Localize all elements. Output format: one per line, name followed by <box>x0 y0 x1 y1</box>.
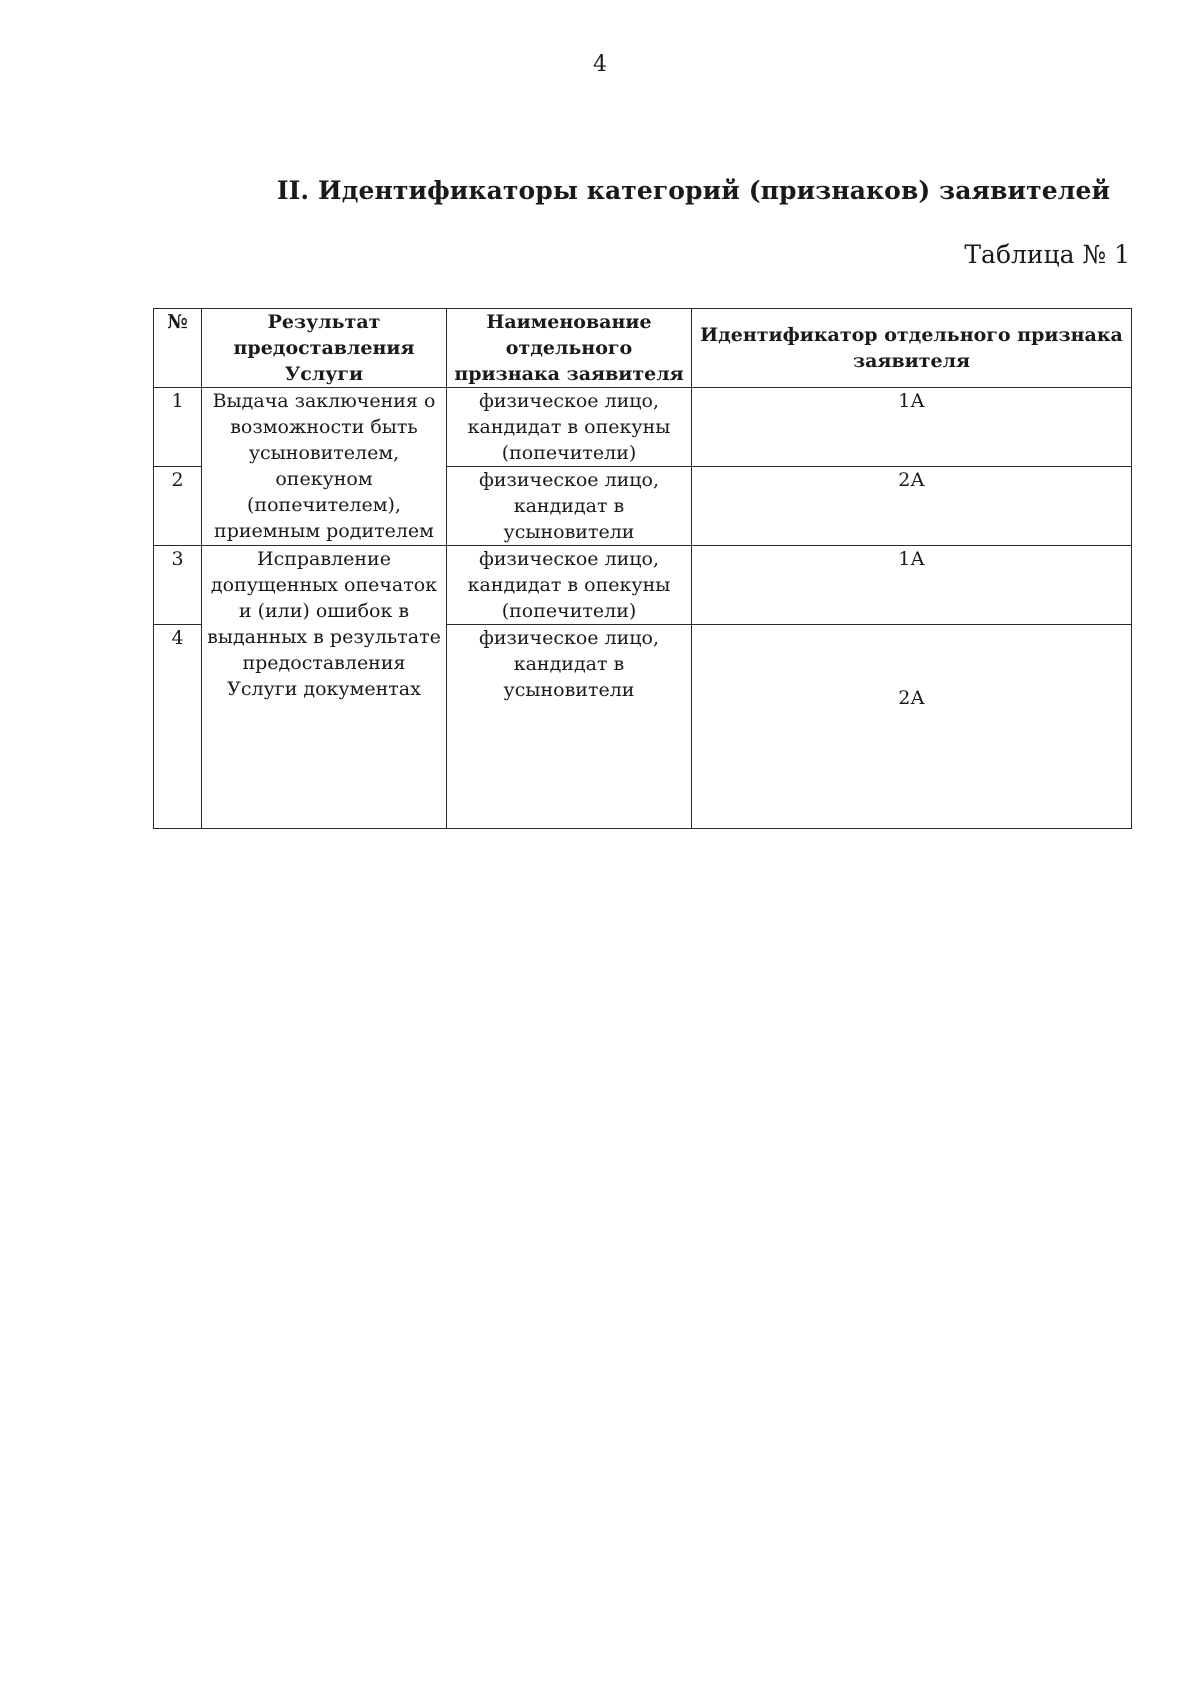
table-row <box>154 388 1132 467</box>
table-header-row <box>154 309 1132 388</box>
row-number: 2 <box>154 467 202 546</box>
service-result: Исправление допущенных опечаток и (или) ошибок в выданных в результате предоставления Услуги документах <box>202 546 447 829</box>
section-title: II. Идентификаторы категорий (признаков) заявителей <box>276 176 1111 205</box>
row-number: 1 <box>154 388 202 467</box>
attribute-name: физическое лицо, кандидат в опекуны (попечители) <box>447 546 692 625</box>
row-number: 4 <box>154 625 202 829</box>
applicant-identifiers-table <box>153 308 1132 829</box>
service-result: Выдача заключения о возможности быть усыновителем, опекуном (попечителем), приемным родителем <box>202 388 447 546</box>
attribute-identifier: 1А <box>692 388 1132 467</box>
table-caption: Таблица № 1 <box>964 240 1130 269</box>
header-result: Результат предоставления Услуги <box>202 309 447 388</box>
header-attribute-name: Наименование отдельного признака заявителя <box>447 309 692 388</box>
attribute-name: физическое лицо, кандидат в усыновители <box>447 467 692 546</box>
attribute-identifier: 1А <box>692 546 1132 625</box>
page-number: 4 <box>593 52 607 77</box>
header-number: № <box>154 309 202 388</box>
attribute-identifier: 2А <box>692 625 1132 829</box>
attribute-name: физическое лицо, кандидат в усыновители <box>447 625 692 829</box>
row-number: 3 <box>154 546 202 625</box>
header-identifier: Идентификатор отдельного признака заявителя <box>692 309 1132 388</box>
attribute-identifier: 2А <box>692 467 1132 546</box>
table-row <box>154 546 1132 625</box>
attribute-name: физическое лицо, кандидат в опекуны (попечители) <box>447 388 692 467</box>
